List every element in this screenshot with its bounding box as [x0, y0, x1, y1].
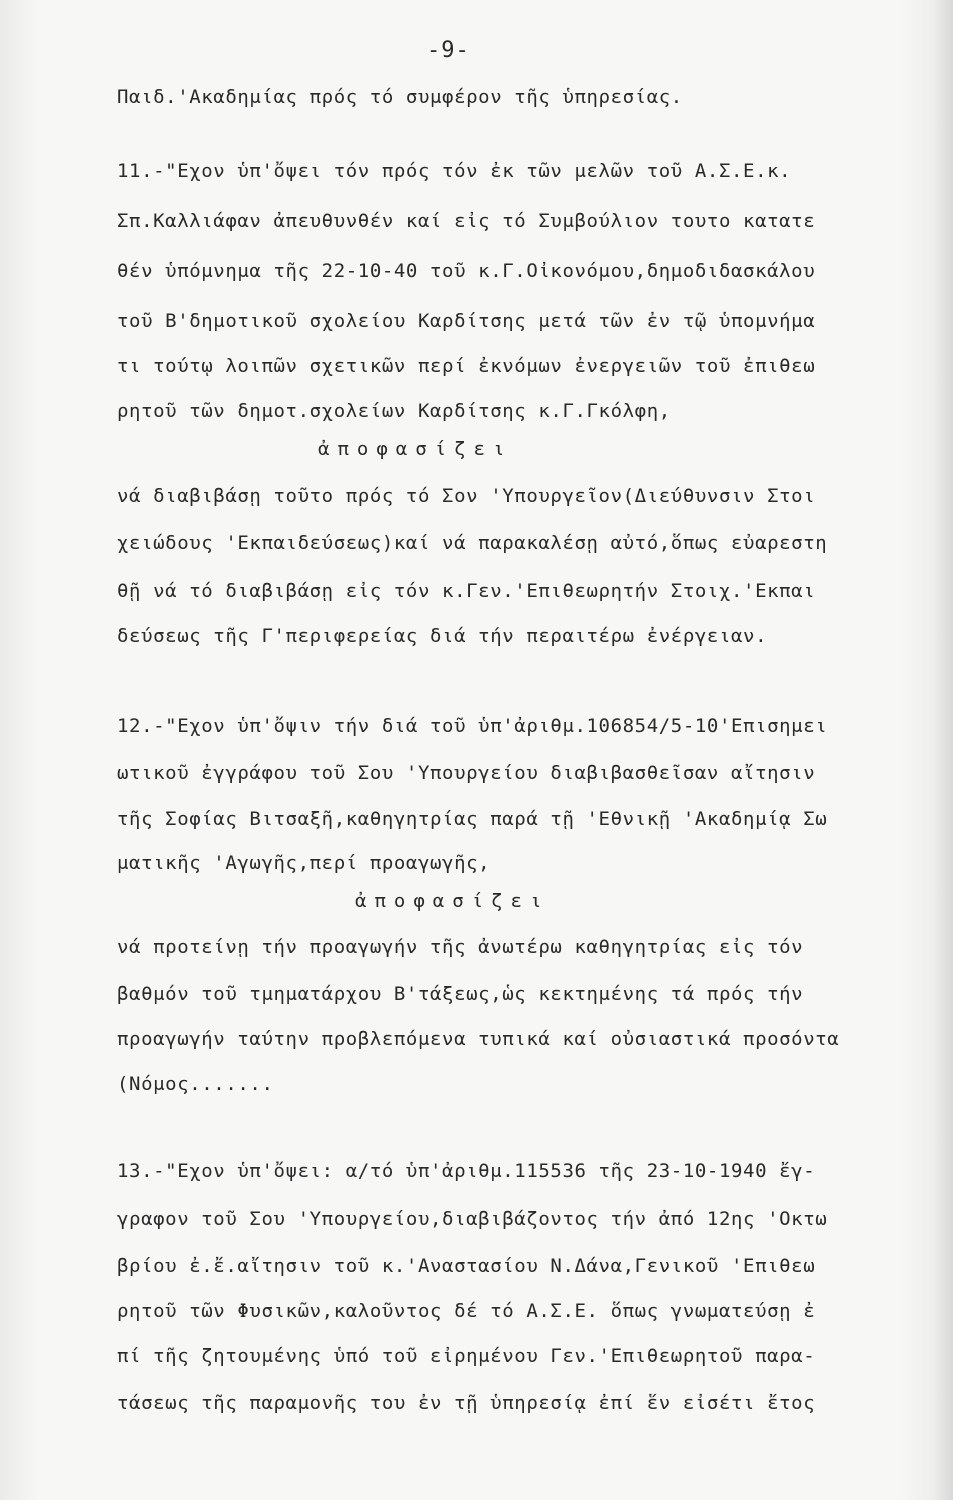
text-line-21: γραφον τοῦ Σου 'Υπουργείου,διαβιβάζοντος τήν ἀπό 12ης 'Οκτω: [117, 1208, 828, 1230]
text-line-4: θέν ὑπόμνημα τῆς 22-10-40 τοῦ κ.Γ.Οἰκονόμου,δημοδιδασκάλου: [117, 260, 816, 282]
text-line-5: τοῦ Β'δημοτικοῦ σχολείου Καρδίτσης μετά τῶν ἐν τῷ ὑπομνήμα: [117, 310, 816, 332]
text-line-13: ωτικοῦ ἐγγράφου τοῦ Σου 'Υπουργείου διαβιβασθεῖσαν αἴτησιν: [117, 762, 816, 784]
text-line-14: τῆς Σοφίας Βιτσαξῆ,καθηγητρίας παρά τῇ 'Εθνικῇ 'Ακαδημίᾳ Σω: [117, 808, 828, 830]
text-line-7: ρητοῦ τῶν δημοτ.σχολείων Καρδίτσης κ.Γ.Γκόλφη,: [117, 400, 671, 422]
text-line-8: νά διαβιβάσῃ τοῦτο πρός τό Σον 'Υπουργεῖον(Διεύθυνσιν Στοι: [117, 485, 816, 507]
text-line-10: θῇ νά τό διαβιβάσῃ εἰς τόν κ.Γεν.'Επιθεωρητήν Στοιχ.'Εκπαι: [117, 580, 816, 602]
text-line-17: βαθμόν τοῦ τμηματάρχου Β'τάξεως,ὡς κεκτημένης τά πρός τήν: [117, 983, 804, 1005]
page-number: -9-: [427, 38, 470, 63]
text-line-3: Σπ.Καλλιάφαν ἀπευθυνθέν καί εἰς τό Συμβούλιον τουτο κατατε: [117, 210, 816, 232]
text-line-1: Παιδ.'Ακαδημίας πρός τό συμφέρον τῆς ὑπηρεσίας.: [117, 86, 683, 108]
text-line-18: προαγωγήν ταύτην προβλεπόμενα τυπικά καί οὐσιαστικά προσόντα: [117, 1028, 840, 1050]
text-line-11: δεύσεως τῆς Γ'περιφερείας διά τήν περαιτέρω ἐνέργειαν.: [117, 625, 768, 647]
text-line-24: πί τῆς ζητουμένης ὑπό τοῦ εἰρημένου Γεν.'Επιθεωρητοῦ παρα-: [117, 1345, 816, 1367]
text-line-16: νά προτείνῃ τήν προαγωγήν τῆς ἀνωτέρω καθηγητρίας εἰς τόν: [117, 936, 804, 958]
text-line-6: τι τούτῳ λοιπῶν σχετικῶν περί ἐκνόμων ἐνεργειῶν τοῦ ἐπιθεω: [117, 355, 816, 377]
text-line-12: 12.-"Εχον ὑπ'ὄψιν τήν διά τοῦ ὑπ'ἀριθμ.106854/5-10'Επισημει: [117, 715, 828, 737]
page-edge-shadow: [933, 0, 953, 1500]
text-line-19: (Νόμος.......: [117, 1073, 274, 1095]
decision-heading-1: ἀποφασίζει: [318, 438, 513, 460]
text-line-23: ρητοῦ τῶν Φυσικῶν,καλοῦντος δέ τό Α.Σ.Ε. ὅπως γνωματεύσῃ ἐ: [117, 1300, 816, 1322]
text-line-22: βρίου ἐ.ἔ.αἴτησιν τοῦ κ.'Αναστασίου Ν.Δάνα,Γενικοῦ 'Επιθεω: [117, 1255, 816, 1277]
text-line-9: χειώδους 'Εκπαιδεύσεως)καί νά παρακαλέσῃ αὐτό,ὅπως εὐαρεστη: [117, 532, 828, 554]
text-line-25: τάσεως τῆς παραμονῆς του ἐν τῇ ὑπηρεσίᾳ ἐπί ἕν εἰσέτι ἔτος: [117, 1392, 816, 1414]
text-line-20: 13.-"Εχον ὑπ'ὄψει: α/τό ὑπ'ἀριθμ.115536 τῆς 23-10-1940 ἔγ-: [117, 1160, 816, 1182]
text-line-2: 11.-"Εχον ὑπ'ὄψει τόν πρός τόν ἐκ τῶν μελῶν τοῦ Α.Σ.Ε.κ.: [117, 160, 792, 182]
decision-heading-2: ἀποφασίζει: [355, 890, 550, 912]
text-line-15: ματικῆς 'Αγωγῆς,περί προαγωγῆς,: [117, 852, 491, 874]
